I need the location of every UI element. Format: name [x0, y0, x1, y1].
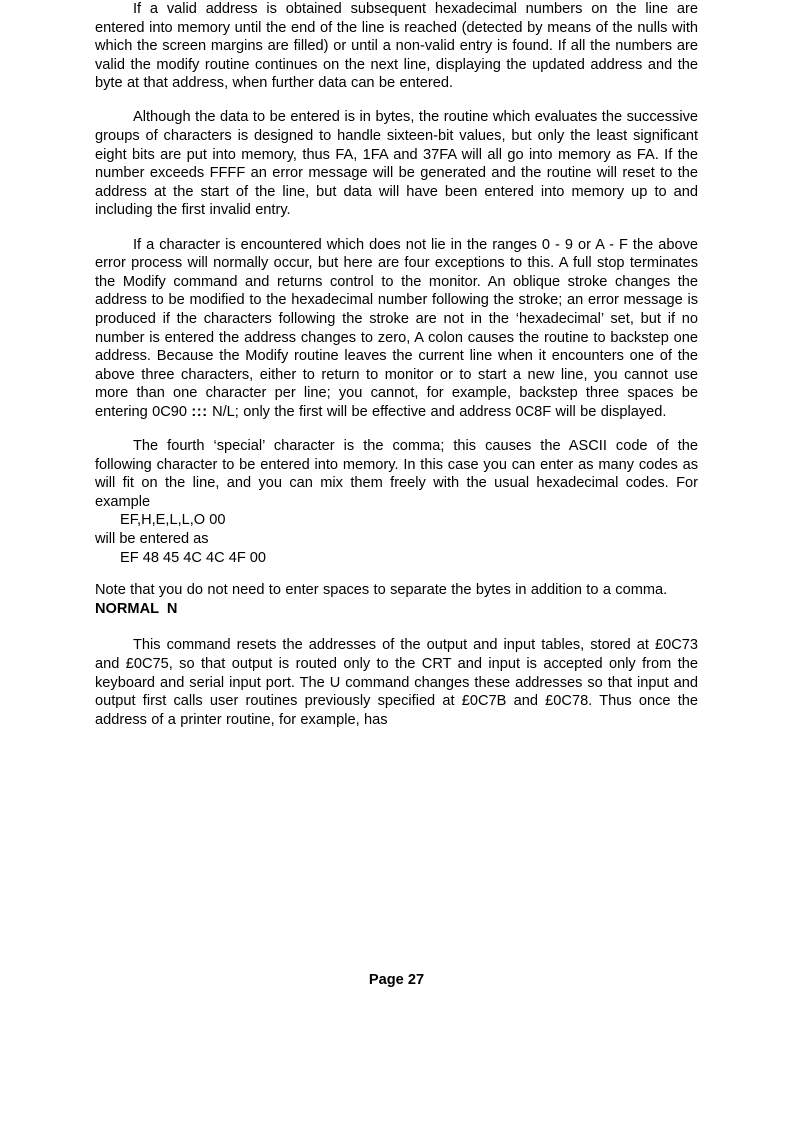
paragraph-data-entered-bytes: Although the data to be entered is in bytes, the routine which evaluates the successive groups of characters is designed to handle sixteen-bit values, but only the least significant eight bits are put into memory, thus FA, 1FA and 37FA will all go into memory as FA. If the number exceeds FFFF an error message will be generated and the routine will reset to the address at the start of the line, but data will have been entered into memory up to and including the first invalid entry.: [95, 109, 698, 219]
paragraph-special-characters-part1: If a character is encountered which does not lie in the ranges 0 - 9 or A - F the above error process will normally occur, but here are four exceptions to this. A full stop terminates the Modify command and returns control to the monitor. An oblique stroke changes the address to be modified to the hexadecimal number following the stroke; an error message is produced if the characters following the stroke are not in the ‘hexadecimal’ set, but if no number is entered the address changes to zero, A colon causes the routine to backstep one address. Because the Modify routine leaves the current line when it encounters one of the above three characters, either to return to monitor or to start a new line, you cannot use more than one character per line; you cannot, for example, backstep three spaces be entering 0C90: [95, 236, 698, 420]
paragraph-comma-character: The fourth ‘special’ character is the comma; this causes the ASCII code of the following character to be entered into memory. In this case you can enter as many codes as will fit on the line, and you can mix them freely with the usual hexadecimal codes. For example: [95, 437, 698, 510]
transition-text: will be entered as: [95, 530, 209, 547]
code-example-input: EF,H,E,L,L,O 00: [120, 512, 226, 529]
code-example-output: EF 48 45 4C 4C 4F 00: [120, 549, 267, 566]
paragraph-special-characters-part2: N/L; only the first will be effective and address 0C8F will be displayed.: [207, 403, 667, 420]
document-page: [95, 0, 698, 729]
paragraph-note-spaces: Note that you do not need to enter spaces to separate the bytes in addition to a comma.: [95, 582, 668, 599]
paragraph-special-characters: [95, 236, 698, 422]
page-number-footer: Page 27: [368, 972, 425, 988]
paragraph-valid-address: If a valid address is obtained subsequent hexadecimal numbers on the line are entered into memory until the end of the line is reached (detected by means of the nulls with which the screen margins are filled) or until a non-valid entry is found. If all the numbers are valid the modify routine continues on the next line, displaying the updated address and the byte at that address, when further data can be entered.: [95, 1, 698, 92]
paragraph-normal-command: This command resets the addresses of the output and input tables, stored at £0C73 and £0C75, so that output is routed only to the CRT and input is accepted only from the keyboard and serial input port. The U command changes these addresses so that input and output first calls user routines previously specified at £0C7B and £0C78. Thus once the address of a printer routine, for example, has: [95, 637, 698, 728]
section-heading-normal: NORMAL N: [95, 600, 178, 617]
triple-colon-marker: :::: [191, 403, 208, 420]
